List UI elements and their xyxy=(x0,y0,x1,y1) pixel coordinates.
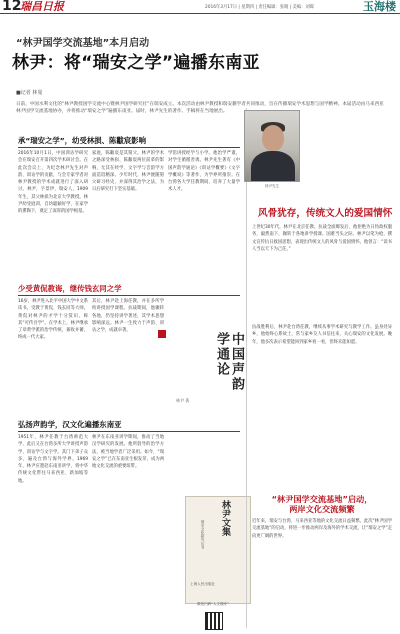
page-number: 12 xyxy=(2,0,22,14)
column-far-right-mid: 抗战胜利后，林尹赴台湾任教，继续从事学术研究与教学工作。虽身处异乡，他始终心系故土，常与家乡友人书信往来，关心瑞安的文化发展。晚年，他多次表示希望能回到家乡看一看，但终未能如愿。 xyxy=(252,325,392,345)
calligraphy-sub: 林尹 著 xyxy=(176,398,190,403)
paper-name: 瑞昌日报 xyxy=(20,0,64,13)
column-left-bot: 1951年，林尹任教于台湾师范大学，此后又在台湾多所大学讲授声韵学、训诂学与文字学。其门下弟子众多，遍及台湾与海外学界。1969年，林尹应邀赴东南亚讲学，将中华传统文化带往马来西亚、新加坡等地。 xyxy=(18,435,88,484)
byline: ■记者 林曼 xyxy=(16,90,43,96)
qr-code-icon[interactable] xyxy=(205,612,223,630)
right-bottom-headline-line1: “林尹国学交流基地”启动， xyxy=(271,494,373,504)
right-headline: 风骨犹存，传统文人的爱国情怀 xyxy=(258,208,393,219)
column-mid-top: 家庭，陈黻宸是其舅父。林尹的学术之路深受林损、陈黻宸两位前辈的影响，尤其在经学、文字学与音韵学方面造诣精深。少年时代，林尹便随舅父研习经史，并深得其治学之法，为日后研究打下坚实基础。 xyxy=(92,151,164,193)
seal-icon xyxy=(158,330,166,338)
column-far-right-top: 上世纪30年代，林尹在北京任教。抗战全面爆发后，他拒绝为日伪政权服务，毅然南下，辗转于各地讲学授课。国难当头之际，林尹以笔为枪，撰文宣传抗日救国思想，表现出传统文人的风骨与爱国情怀。他曾言：“读书人当以天下为己任。” xyxy=(252,225,392,252)
masthead xyxy=(0,0,400,14)
divider xyxy=(18,431,240,432)
book-title: 林尹文集 xyxy=(220,500,230,536)
book-publisher: 上海人民出版社 xyxy=(190,582,216,586)
divider xyxy=(18,295,240,296)
calligraphy-title: 中国声韵学通论 xyxy=(214,332,244,392)
qr-caption: 微信扫码“人文瑞安” xyxy=(197,602,229,606)
divider xyxy=(18,147,240,148)
book-subtitle: 瑞安文化研究丛书 xyxy=(201,520,205,549)
column-right-top: 学馆讲授经学与小学。他治学严谨，对学生循循善诱。林尹先生著有《中国声韵学通论》《训诂学概要》《文字学概说》等著作，为学界所推崇。在台湾各大学任教期间，培养了大量学术人才。 xyxy=(168,151,240,193)
subhead-3: 弘扬声韵学，汉文化遍播东南亚 xyxy=(18,420,122,429)
article-headline: 林尹：将“瑞安之学”遍播东南亚 xyxy=(12,53,260,73)
dateline: 2016年3月17日 | 星期四 | 责任编辑：张晴 | 美编：刘晖 xyxy=(205,5,315,10)
article-lede: 日前，中国水利文化的“林尹教授国学交流中心暨林尹国学研究社”在瑞安成立。本次活动由林尹教授和瑞安籍学者共同推动，旨在传播瑞安学术思想与国学精神。本届活动由马来西亚林尹国学交流基地协办，并将推动“瑞安之学”遍播东南亚。届时，林尹先生的著作、手稿将在当地展出。 xyxy=(16,102,384,114)
column-left-top: 2016年10月1日，中国训诂学研究会在瑞安召开第四次学术研讨会。在此次会议上，为纪念林尹先生对声韵、训诂学的贡献，与会专家学者对林尹教授的学术成就进行了深入研讨。林尹，字景伊，瑞安人，1909年生，其父林损为北京大学教授。林尹幼受庭训，自幼聪颖好学，在家学的熏陶下，奠定了深厚的国学根基。 xyxy=(18,151,88,215)
right-bottom-headline-line2: 两岸文化交流频繁 xyxy=(289,504,355,514)
column-left-mid: 16岁，林尹进入北平中国大学中文系读书，受教于黄侃、钱玄同等大师。黄侃对林尹的才学十分赏识，称其“可传吾学”。在学术上，林尹继承了章黄学派的治学传统，兼收并蓄，终成一代大家。 xyxy=(18,299,88,341)
section-title: 玉海楼 xyxy=(363,0,396,13)
subhead-2: 少受黄侃教诲，继传钱玄同之学 xyxy=(18,284,122,293)
portrait-photo xyxy=(244,110,300,182)
photo-caption: 林尹先生 xyxy=(265,184,279,188)
column-far-right-bot: 近年来，瑞安与台湾、马来西亚等地的文化交流日益频繁。此次“林尹国学交流基地”的启动，将进一步推动两岸及海外的学术交流，让“瑞安之学”走向更广阔的世界。 xyxy=(252,519,392,539)
right-bottom-headline xyxy=(252,494,392,514)
article-kicker: “林尹国学交流基地”本月启动 xyxy=(16,38,150,49)
column-mid-mid: 其后，林尹赴上海任教，并在多所学校讲授国学课程。抗战期间，他辗转各地，仍坚持讲学著述，其学术思想影响深远。林尹一生致力于声韵、训诂之学，成就卓著。 xyxy=(92,299,164,334)
subhead-1: 承“瑞安之学”，幼受林损、陈黻宸影响 xyxy=(18,136,146,145)
column-mid-bot: 林尹在东南亚讲学期间，推动了当地汉学研究的发展。他所倡导的治学方法，被当地学者广泛采用。如今，“瑞安之学”已在东南亚生根发芽，成为两地文化交流的重要纽带。 xyxy=(92,435,164,470)
